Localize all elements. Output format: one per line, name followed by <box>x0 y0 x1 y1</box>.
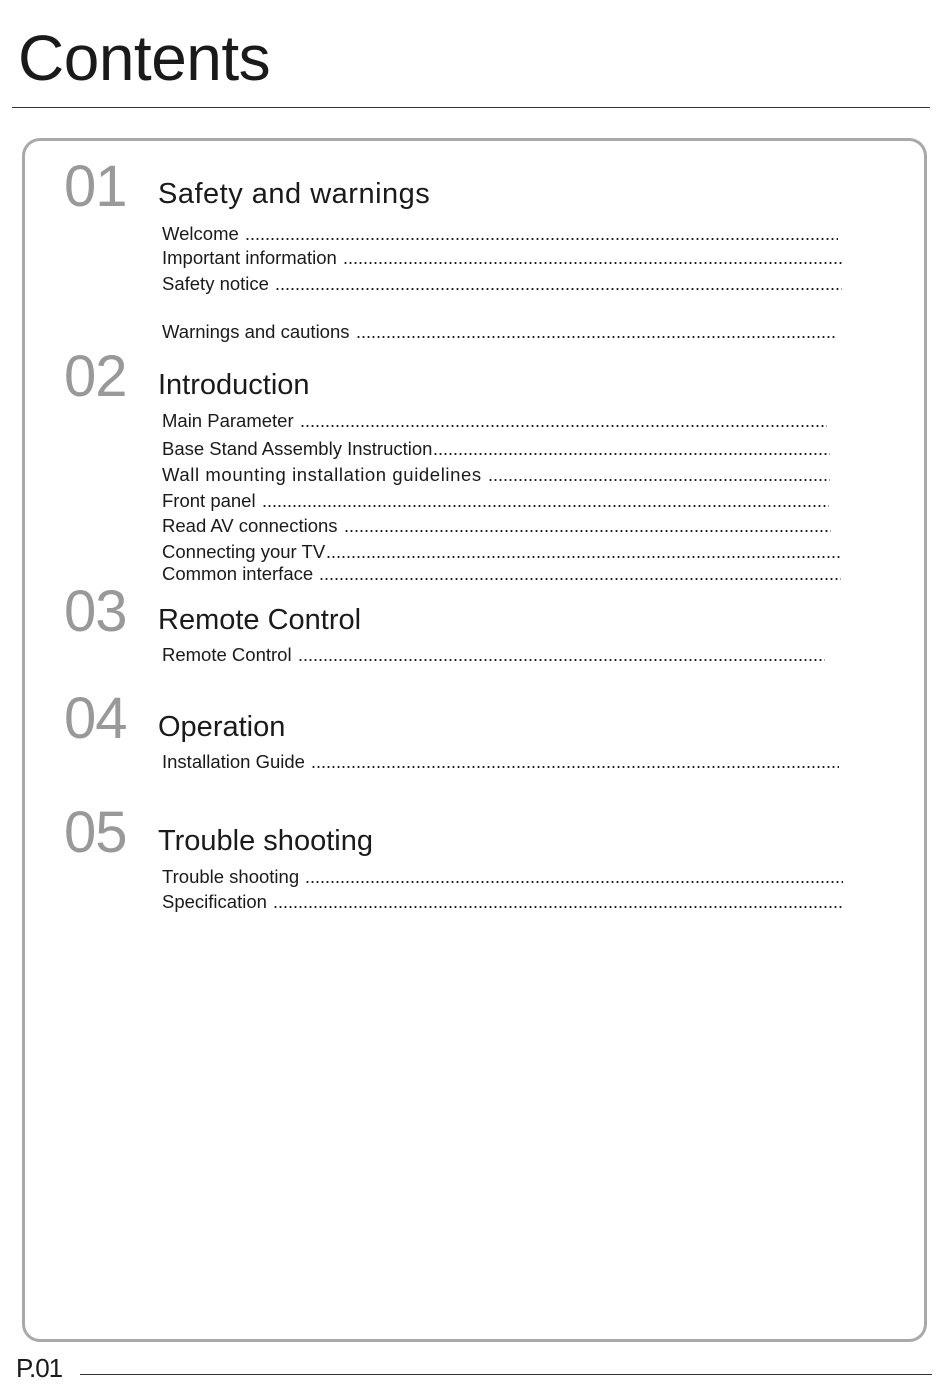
dot-leader <box>273 905 843 909</box>
section-number: 01 <box>64 154 127 219</box>
toc-entry-label: Wall mounting installation guidelines <box>162 464 482 485</box>
toc-entry-label: Base Stand Assembly Instruction <box>162 438 433 459</box>
toc-entry[interactable] <box>162 273 842 295</box>
section-title: Introduction <box>158 369 310 401</box>
toc-entry-label: Safety notice <box>162 273 269 294</box>
toc-entry[interactable] <box>162 490 829 512</box>
toc-entry-label: Read AV connections <box>162 515 338 536</box>
toc-entry[interactable] <box>162 891 843 913</box>
toc-entry[interactable] <box>162 247 844 269</box>
toc-entry[interactable] <box>162 541 841 563</box>
toc-entry-label: Warnings and cautions <box>162 321 350 342</box>
dot-leader <box>245 237 838 241</box>
page-number: P.01 <box>16 1353 63 1383</box>
toc-entry[interactable] <box>162 866 843 888</box>
toc-entry-label: Remote Control <box>162 644 292 665</box>
toc-entry[interactable] <box>162 751 839 773</box>
section-number: 02 <box>64 344 127 409</box>
toc-entry-label: Installation Guide <box>162 751 305 772</box>
toc-entry-label: Main Parameter <box>162 410 294 431</box>
toc-entry-label: Trouble shooting <box>162 866 300 887</box>
toc-entry-label: Welcome <box>162 223 239 244</box>
toc-entry[interactable] <box>162 515 831 537</box>
dot-leader <box>326 555 841 559</box>
dot-leader <box>298 658 825 662</box>
toc-entry-label: Important information <box>162 247 337 268</box>
dot-leader <box>275 287 842 291</box>
section-title: Operation <box>158 711 286 743</box>
dot-leader <box>311 765 839 769</box>
section-title: Trouble shooting <box>158 825 373 857</box>
title-divider <box>12 107 930 108</box>
toc-entry[interactable] <box>162 644 825 666</box>
dot-leader <box>356 335 837 339</box>
section-number: 05 <box>64 800 127 865</box>
section-title: Safety and warnings <box>158 178 431 210</box>
dot-leader <box>344 529 831 533</box>
section-number: 03 <box>64 579 127 644</box>
toc-entry[interactable] <box>162 223 838 245</box>
toc-entry[interactable] <box>162 438 830 460</box>
toc-entry-label: Front panel <box>162 490 256 511</box>
dot-leader <box>343 261 844 265</box>
page-title: Contents <box>18 22 271 94</box>
dot-leader <box>305 880 843 884</box>
section-number: 04 <box>64 686 127 751</box>
toc-entry-label: Common interface <box>162 563 314 584</box>
toc-entry[interactable] <box>162 464 830 486</box>
dot-leader <box>262 504 829 508</box>
toc-entry[interactable] <box>162 563 841 585</box>
toc-entry-label: Specification <box>162 891 267 912</box>
dot-leader <box>319 577 841 581</box>
footer-divider <box>80 1374 932 1375</box>
section-title: Remote Control <box>158 604 362 636</box>
dot-leader <box>433 452 830 456</box>
toc-entry-label: Connecting your TV <box>162 541 326 562</box>
dot-leader <box>300 424 827 428</box>
toc-entry[interactable] <box>162 410 827 432</box>
dot-leader <box>488 478 830 482</box>
toc-entry[interactable] <box>162 321 837 343</box>
